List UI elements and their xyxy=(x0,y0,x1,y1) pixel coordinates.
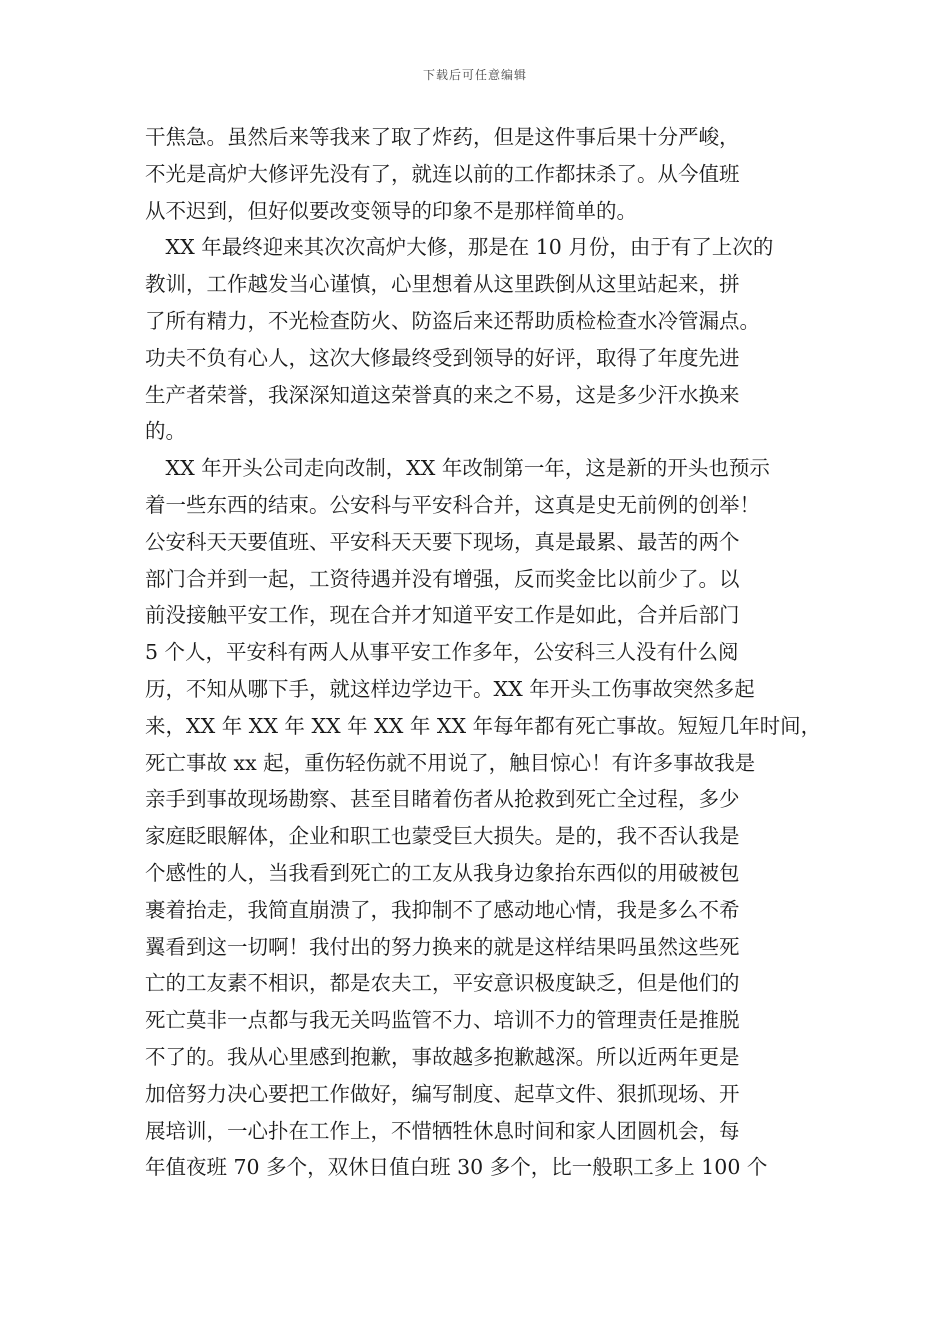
text-line: 着一些东西的结束。公安科与平安科合并，这真是史无前例的创举！ xyxy=(145,492,760,517)
text-line: 5 个人，平安科有两人从事平安工作多年，公安科三人没有什么阅 xyxy=(145,640,739,665)
text-line: 干焦急。虽然后来等我来了取了炸药，但是这件事后果十分严峻， xyxy=(145,125,740,149)
text-line: 年值夜班 70 多个，双休日值白班 30 多个，比一般职工多上 100 个 xyxy=(145,1155,768,1180)
paragraph-3 xyxy=(145,450,822,1186)
text-line: 公安科天天要值班、平安科天天要下现场，真是最累、最苦的两个 xyxy=(145,529,740,554)
text-line: 功夫不负有心人，这次大修最终受到领导的好评，取得了年度先进 xyxy=(145,345,740,370)
text-line: 个感性的人，当我看到死亡的工友从我身边象抬东西似的用破被包 xyxy=(145,860,740,885)
text-line: 家庭眨眼解体，企业和职工也蒙受巨大损失。是的，我不否认我是 xyxy=(145,824,740,849)
text-line: 死亡莫非一点都与我无关吗监管不力、培训不力的管理责任是推脱 xyxy=(145,1008,740,1033)
text-line: 的。 xyxy=(145,419,186,444)
text-line: XX 年最终迎来其次次高炉大修，那是在 10 月份，由于有了上次的 xyxy=(145,235,774,260)
text-line: 裹着抬走，我简直崩溃了，我抑制不了感动地心情，我是多么不希 xyxy=(145,897,740,922)
text-line: XX 年开头公司走向改制，XX 年改制第一年，这是新的开头也预示 xyxy=(145,456,770,481)
text-line: 来，XX 年 XX 年 XX 年 XX 年 XX 年每年都有死亡事故。短短几年时间， xyxy=(145,713,822,738)
text-line: 亲手到事故现场勘察、甚至目睹着伤者从抢救到死亡全过程，多少 xyxy=(145,787,740,812)
page-header: 下载后可任意编辑 xyxy=(422,68,527,82)
text-line: 加倍努力决心要把工作做好，编写制度、起草文件、狠抓现场、开 xyxy=(145,1081,740,1106)
document-body xyxy=(145,119,822,1186)
paragraph-1 xyxy=(145,119,813,229)
paragraph-2 xyxy=(145,229,813,450)
text-line: 历，不知从哪下手，就这样边学边干。XX 年开头工伤事故突然多起 xyxy=(145,676,755,701)
text-line: 生产者荣誉，我深深知道这荣誉真的来之不易，这是多少汗水换来 xyxy=(145,382,740,407)
text-line: 不了的。我从心里感到抱歉，事故越多抱歉越深。所以近两年更是 xyxy=(145,1044,740,1069)
text-line: 前没接触平安工作，现在合并才知道平安工作是如此，合并后部门 xyxy=(145,603,740,628)
text-line: 亡的工友素不相识，都是农夫工，平安意识极度缺乏，但是他们的 xyxy=(145,971,740,996)
text-line: 从不迟到，但好似要改变领导的印象不是那样简单的。 xyxy=(145,198,637,223)
text-line: 教训，工作越发当心谨慎，心里想着从这里跌倒从这里站起来，拼 xyxy=(145,272,740,297)
text-line: 不光是高炉大修评先没有了，就连以前的工作都抹杀了。从今值班 xyxy=(145,161,740,186)
text-line: 部门合并到一起，工资待遇并没有增强，反而奖金比以前少了。以 xyxy=(145,566,740,591)
text-line: 翼看到这一切啊！我付出的努力换来的就是这样结果吗虽然这些死 xyxy=(145,934,740,959)
text-line: 展培训，一心扑在工作上，不惜牺牲休息时间和家人团圆机会，每 xyxy=(145,1118,740,1143)
text-line: 死亡事故 xx 起，重伤轻伤就不用说了，触目惊心！有许多事故我是 xyxy=(145,750,756,775)
text-line: 了所有精力，不光检查防火、防盗后来还帮助质检检查水冷管漏点。 xyxy=(145,308,760,333)
